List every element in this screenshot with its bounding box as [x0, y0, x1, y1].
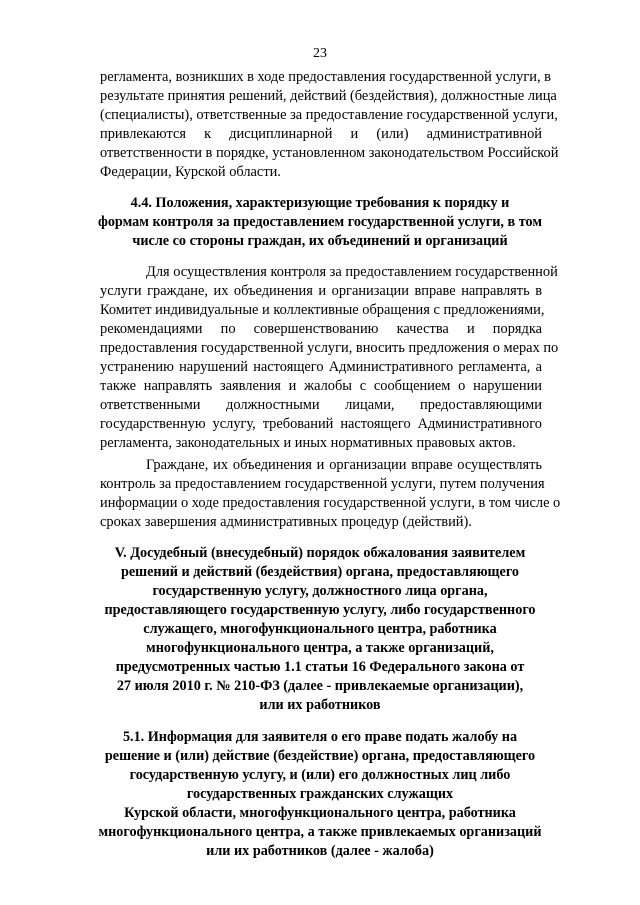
text-line: сроках завершения административных процедур (действий).: [100, 514, 472, 530]
heading-line: государственную услугу, и (или) его должностных лиц либо: [129, 767, 511, 783]
text-line: (специалисты), ответственные за предоставление государственной услуги,: [100, 107, 558, 123]
heading-line: многофункционального центра, а также организаций,: [146, 640, 494, 656]
text-line: устранению нарушений настоящего Административного регламента, а: [100, 359, 542, 375]
text-line: информации о ходе предоставления государственной услуги, в том числе о: [100, 495, 561, 511]
text-line: рекомендациями по совершенствованию качества и порядка: [100, 321, 542, 337]
heading-line: 4.4. Положения, характеризующие требования к порядку и: [130, 195, 510, 211]
text-line: предоставления государственной услуги, вносить предложения о мерах по: [100, 340, 559, 356]
text-line: государственную услугу, требований настоящего Административного: [100, 416, 542, 432]
text-line: услуги граждане, их объединения и организации вправе направлять в: [100, 283, 542, 299]
heading-line: формам контроля за предоставлением государственной услуги, в том: [98, 214, 542, 230]
text-line: контроль за предоставлением государственной услуги, путем получения: [100, 476, 545, 492]
text-line: результате принятия решений, действий (бездействия), должностные лица: [100, 88, 557, 104]
heading-line: Курской области, многофункционального центра, работника: [124, 805, 516, 821]
heading-line: служащего, многофункционального центра, работника: [143, 621, 497, 637]
text-line: также направлять заявления и жалобы с сообщением о нарушении: [100, 378, 542, 394]
heading-line: или их работников (далее - жалоба): [206, 843, 434, 859]
text-line: привлекаются к дисциплинарной и (или) административной: [100, 126, 542, 142]
heading-line: многофункционального центра, а также привлекаемых организаций: [98, 824, 542, 840]
text-line: Комитет индивидуальные и коллективные обращения с предложениями,: [100, 302, 545, 318]
heading-line: государственных гражданских служащих: [186, 786, 454, 802]
text-line: Граждане, их объединения и организации вправе осуществлять: [146, 457, 542, 473]
text-line: ответственности в порядке, установленном законодательством Российской: [100, 145, 559, 161]
text-line: регламента, законодательных и иных нормативных правовых актов.: [100, 435, 516, 451]
heading-line: государственную услугу, должностного лица органа,: [152, 583, 488, 599]
heading-line: 27 июля 2010 г. № 210-ФЗ (далее - привлекаемые организации),: [116, 678, 524, 694]
heading-line: 5.1. Информация для заявителя о его праве подать жалобу на: [122, 729, 518, 745]
heading-line: предусмотренных частью 1.1 статьи 16 Федерального закона от: [115, 659, 525, 675]
heading-line: или их работников: [259, 697, 381, 713]
heading-line: решений и действий (бездействия) органа, предоставляющего: [120, 564, 520, 580]
page-number: 23: [313, 46, 327, 61]
heading-line: числе со стороны граждан, их объединений и организаций: [132, 233, 508, 249]
heading-line: V. Досудебный (внесудебный) порядок обжалования заявителем: [114, 545, 526, 561]
text-line: регламента, возникших в ходе предоставления государственной услуги, в: [100, 69, 551, 85]
text-line: Для осуществления контроля за предоставлением государственной: [146, 264, 558, 280]
text-line: ответственными должностными лицами, предоставляющими: [100, 397, 542, 413]
text-line: Федерации, Курской области.: [100, 164, 281, 180]
heading-line: предоставляющего государственную услугу, либо государственного: [104, 602, 536, 618]
heading-line: решение и (или) действие (бездействие) органа, предоставляющего: [104, 748, 536, 764]
